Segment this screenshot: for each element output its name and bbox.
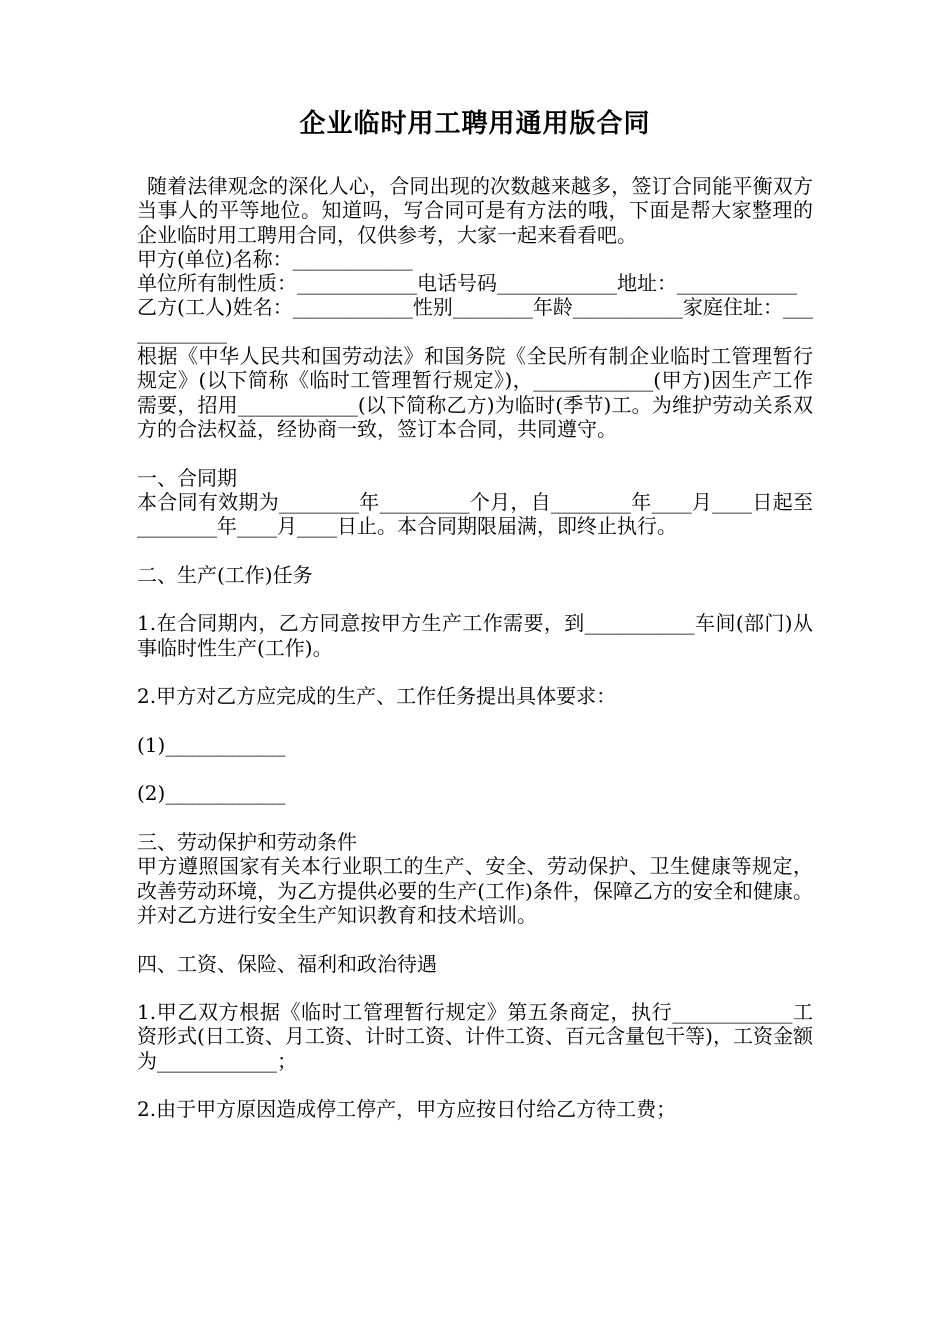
blank-line [137,757,813,781]
section-1-heading: 一、合同期 [137,465,237,490]
section-3-body: 甲方遵照国家有关本行业职工的生产、安全、劳动保护、卫生健康等规定，改善劳动环境，为乙方提供必要的生产(工作)条件，保障乙方的安全和健康。并对乙方进行安全生产知识教育和技术培训。 [137,854,813,927]
legal-basis-paragraph: 根据《中华人民共和国劳动法》和国务院《全民所有制企业临时工管理暂行规定》(以下简称《临时工管理暂行规定》)，____________(甲方)因生产工作需要，招用____________(以下简称乙方)为临时(季节)工。为维护劳动关系双方的合法权益，经协商一致，签订本合同，共同遵守。 [137,344,813,441]
section-4-item-2: 2.由于甲方原因造成停工停产，甲方应按日付给乙方待工费； [137,1097,677,1122]
section-4-item-1: 1.甲乙双方根据《临时工管理暂行规定》第五条商定，执行____________工资形式(日工资、月工资、计时工资、计件工资、百元含量包干等)，工资金额为____________； [137,1000,813,1073]
document-title: 企业临时用工聘用通用版合同 [299,109,651,139]
blank-line [137,1073,813,1097]
blank-line [137,709,813,733]
blank-line [137,976,813,1000]
blank-line [137,538,813,562]
party-a-details-line: 单位所有制性质：____________电话号码____________地址：____________ [137,271,797,296]
section-2-item-1: 1.在合同期内，乙方同意按甲方生产工作需要，到___________车间(部门)从事临时性生产(工作)。 [137,611,813,660]
blank-line [137,927,813,951]
intro-paragraph: 随着法律观念的深化人心，合同出现的次数越来越多，签订合同能平衡双方当事人的平等地位。知道吗，写合同可是有方法的哦，下面是帮大家整理的企业临时用工聘用合同，仅供参考，大家一起来看看吧。 [137,174,813,247]
section-2-requirement-2: (2)____________ [137,781,286,806]
section-3-heading: 三、劳动保护和劳动条件 [137,830,357,855]
section-2-item-2: 2.甲方对乙方应完成的生产、工作任务提出具体要求： [137,684,617,709]
blank-line [137,806,813,830]
blank-line [137,587,813,611]
blank-line [137,441,813,465]
blank-line [137,660,813,684]
section-2-requirement-1: (1)____________ [137,732,286,757]
party-b-details-line: 乙方(工人)姓名：____________性别________年龄___________家庭住址：____________ [137,295,813,344]
section-4-heading: 四、工资、保险、福利和政治待遇 [137,951,437,976]
document-body [137,174,813,1122]
party-a-name-line: 甲方(单位)名称：____________ [137,246,413,271]
section-1-body: 本合同有效期为________年_________个月，自________年____月____日起至________年____月____日止。本合同期限届满，即终止执行。 [137,489,813,539]
section-2-heading: 二、生产(工作)任务 [137,562,313,587]
